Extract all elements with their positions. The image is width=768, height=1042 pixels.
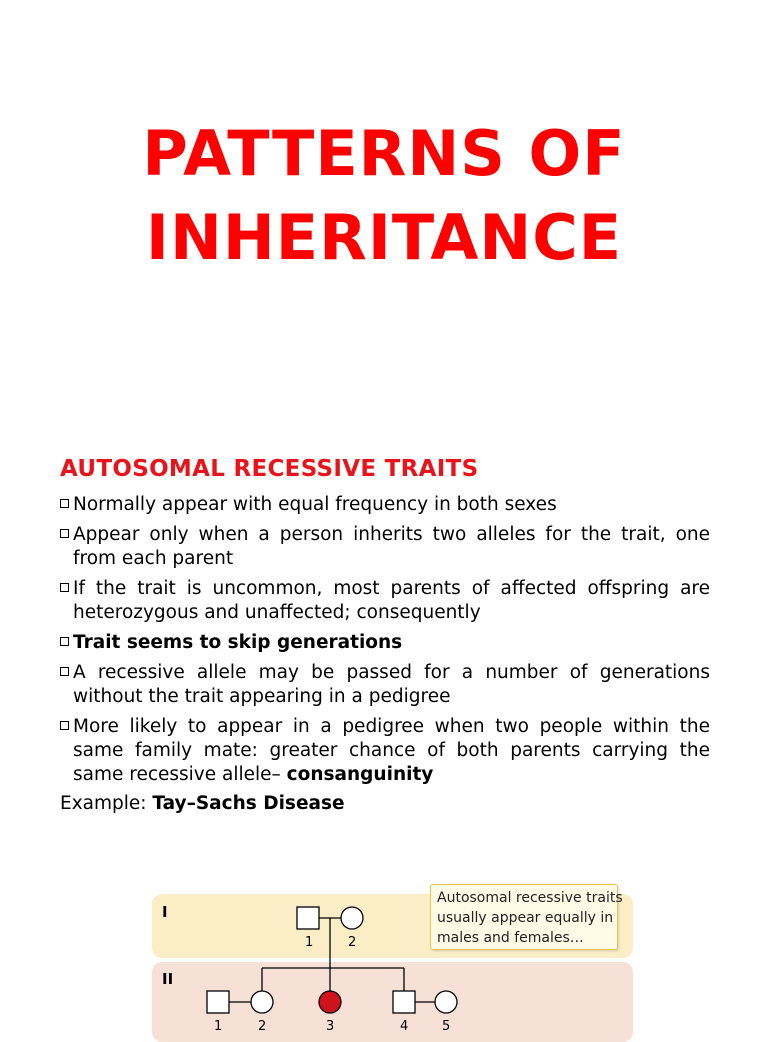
- pedigree-male-symbol: [207, 991, 229, 1013]
- individual-number: 2: [348, 935, 357, 950]
- individual-number: 4: [400, 1019, 409, 1034]
- section-heading: AUTOSOMAL RECESSIVE TRAITS: [60, 456, 479, 482]
- generation-2-label: II: [162, 970, 174, 988]
- bullet-text: A recessive allele may be passed for a number of generations without the trait appearing in a pedigree: [73, 662, 710, 707]
- pedigree-male-symbol: [297, 907, 319, 929]
- callout-line: Autosomal recessive traits: [437, 890, 623, 906]
- title-line-1: PATTERNS OF: [142, 117, 626, 190]
- callout-line: usually appear equally in: [437, 910, 614, 926]
- bullet-bold-text: consanguinity: [286, 764, 434, 785]
- pedigree-male-symbol: [393, 991, 415, 1013]
- individual-number: 1: [305, 935, 314, 950]
- bullet-bold-text: Trait seems to skip generations: [73, 632, 403, 653]
- pedigree-female-symbol: [341, 907, 363, 929]
- bullet-text: More likely to appear in a pedigree when two people within the same family mate: greater chance of both parents carrying the same recessive allele–: [73, 716, 710, 785]
- pedigree-female-symbol: [251, 991, 273, 1013]
- example-value: Tay–Sachs Disease: [152, 793, 345, 814]
- pedigree-affected-female-symbol: [319, 991, 341, 1013]
- individual-number: 2: [258, 1019, 267, 1034]
- bullet-text: If the trait is uncommon, most parents of affected offspring are heterozygous and unaffected; consequently: [73, 578, 710, 623]
- individual-number: 3: [326, 1019, 335, 1034]
- example-label: Example:: [60, 793, 153, 814]
- callout-line: males and females…: [437, 930, 584, 946]
- individual-number: 1: [214, 1019, 223, 1034]
- title-line-2: INHERITANCE: [145, 201, 623, 274]
- bullet-text: Normally appear with equal frequency in both sexes: [73, 494, 557, 515]
- callout-box: [430, 884, 623, 950]
- pedigree-female-symbol: [435, 991, 457, 1013]
- individual-number: 5: [442, 1019, 451, 1034]
- bullet-text: Appear only when a person inherits two alleles for the trait, one from each parent: [73, 524, 710, 569]
- generation-1-label: I: [162, 903, 168, 921]
